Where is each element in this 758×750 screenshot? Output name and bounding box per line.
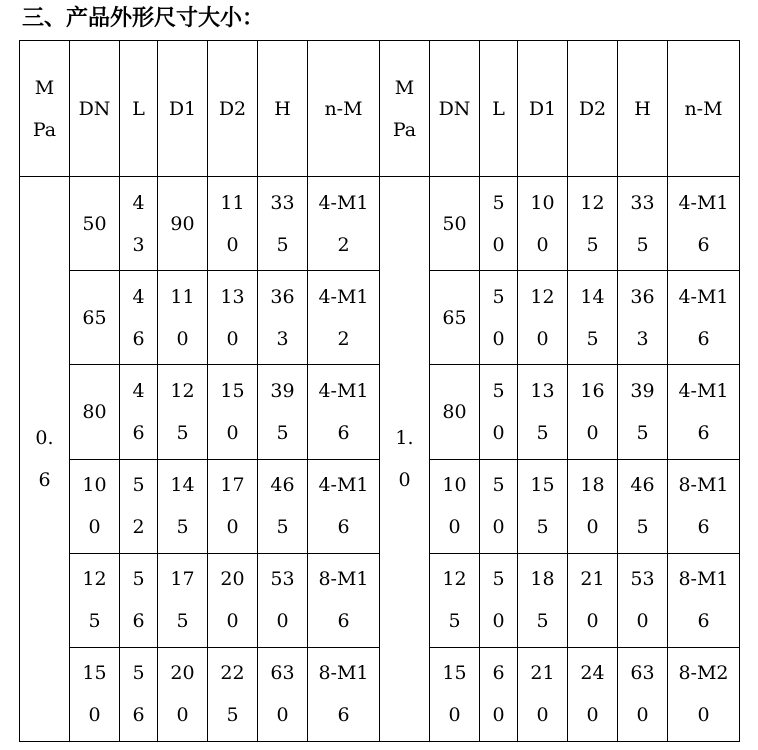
d2-cell: 130 <box>208 271 258 365</box>
dn-cell: 100 <box>430 459 480 553</box>
dn-cell: 65 <box>430 271 480 365</box>
l-cell: 50 <box>480 271 518 365</box>
dn-cell: 65 <box>70 271 120 365</box>
dn-cell: 100 <box>70 459 120 553</box>
header-d1-right: D1 <box>518 41 568 177</box>
l-cell: 60 <box>480 647 518 741</box>
nm-cell: 4-M16 <box>308 459 380 553</box>
dn-cell: 150 <box>70 647 120 741</box>
d1-cell: 185 <box>518 553 568 647</box>
d2-cell: 225 <box>208 647 258 741</box>
h-cell: 335 <box>618 177 668 271</box>
header-l-left: L <box>120 41 158 177</box>
d2-cell: 125 <box>568 177 618 271</box>
header-dn-right: DN <box>430 41 480 177</box>
nm-cell: 8-M16 <box>668 459 740 553</box>
header-row <box>20 41 740 177</box>
header-d2-right: D2 <box>568 41 618 177</box>
dn-cell: 80 <box>430 365 480 459</box>
nm-cell: 8-M16 <box>308 647 380 741</box>
d1-cell: 210 <box>518 647 568 741</box>
l-cell: 50 <box>480 553 518 647</box>
header-nm-left: n-M <box>308 41 380 177</box>
dn-cell: 125 <box>430 553 480 647</box>
nm-cell: 4-M12 <box>308 177 380 271</box>
h-cell: 465 <box>258 459 308 553</box>
h-cell: 335 <box>258 177 308 271</box>
header-d1-left: D1 <box>158 41 208 177</box>
h-cell: 530 <box>258 553 308 647</box>
d1-cell: 175 <box>158 553 208 647</box>
d2-cell: 180 <box>568 459 618 553</box>
h-cell: 363 <box>618 271 668 365</box>
h-cell: 630 <box>258 647 308 741</box>
nm-cell: 4-M16 <box>668 177 740 271</box>
h-cell: 363 <box>258 271 308 365</box>
d1-cell: 155 <box>518 459 568 553</box>
dn-cell: 50 <box>70 177 120 271</box>
h-cell: 530 <box>618 553 668 647</box>
d1-cell: 125 <box>158 365 208 459</box>
header-l-right: L <box>480 41 518 177</box>
l-cell: 46 <box>120 365 158 459</box>
d2-cell: 240 <box>568 647 618 741</box>
d1-cell: 120 <box>518 271 568 365</box>
header-d2-left: D2 <box>208 41 258 177</box>
d2-cell: 170 <box>208 459 258 553</box>
nm-cell: 4-M16 <box>308 365 380 459</box>
dn-cell: 125 <box>70 553 120 647</box>
nm-cell: 4-M16 <box>668 365 740 459</box>
nm-cell: 8-M16 <box>668 553 740 647</box>
d1-cell: 145 <box>158 459 208 553</box>
l-cell: 43 <box>120 177 158 271</box>
l-cell: 56 <box>120 647 158 741</box>
header-pressure-right: MPa <box>380 41 430 177</box>
d1-cell: 135 <box>518 365 568 459</box>
l-cell: 46 <box>120 271 158 365</box>
section-heading: 三、产品外形尺寸大小： <box>22 5 265 31</box>
dn-cell: 150 <box>430 647 480 741</box>
d1-cell: 90 <box>158 177 208 271</box>
d2-cell: 200 <box>208 553 258 647</box>
header-h-left: H <box>258 41 308 177</box>
pressure-cell-left: 0.6 <box>20 177 70 742</box>
d1-cell: 110 <box>158 271 208 365</box>
h-cell: 395 <box>618 365 668 459</box>
l-cell: 52 <box>120 459 158 553</box>
dn-cell: 80 <box>70 365 120 459</box>
h-cell: 465 <box>618 459 668 553</box>
product-dimensions-table <box>19 40 740 742</box>
nm-cell: 8-M16 <box>308 553 380 647</box>
d2-cell: 150 <box>208 365 258 459</box>
header-pressure-left: MPa <box>20 41 70 177</box>
dn-cell: 50 <box>430 177 480 271</box>
d1-cell: 200 <box>158 647 208 741</box>
header-dn-left: DN <box>70 41 120 177</box>
header-h-right: H <box>618 41 668 177</box>
nm-cell: 8-M20 <box>668 647 740 741</box>
d2-cell: 145 <box>568 271 618 365</box>
l-cell: 50 <box>480 365 518 459</box>
table-row <box>20 177 740 271</box>
l-cell: 50 <box>480 459 518 553</box>
header-nm-right: n-M <box>668 41 740 177</box>
l-cell: 50 <box>480 177 518 271</box>
pressure-cell-right: 1.0 <box>380 177 430 742</box>
d2-cell: 110 <box>208 177 258 271</box>
nm-cell: 4-M16 <box>668 271 740 365</box>
nm-cell: 4-M12 <box>308 271 380 365</box>
d1-cell: 100 <box>518 177 568 271</box>
d2-cell: 160 <box>568 365 618 459</box>
d2-cell: 210 <box>568 553 618 647</box>
h-cell: 630 <box>618 647 668 741</box>
h-cell: 395 <box>258 365 308 459</box>
l-cell: 56 <box>120 553 158 647</box>
